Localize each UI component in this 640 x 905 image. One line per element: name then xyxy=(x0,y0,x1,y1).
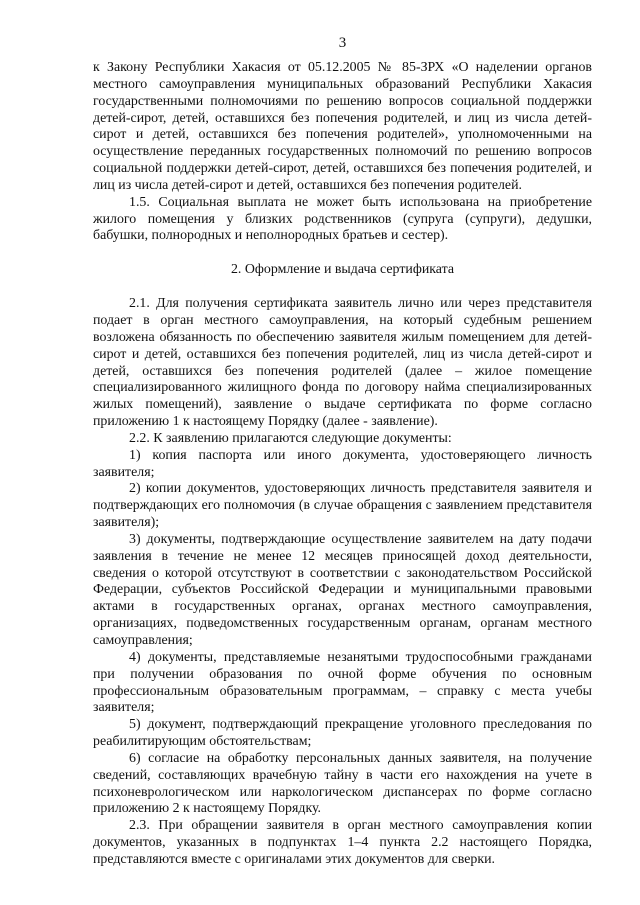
list-item-1: 1) копия паспорта или иного документа, удостоверяющего личность заявителя; xyxy=(93,447,592,480)
list-item-2: 2) копии документов, удостоверяющих личность представителя заявителя и подтверждающих его полномочия (в случае обращения с заявлением представителя заявителя); xyxy=(93,481,592,531)
list-item-5: 5) документ, подтверждающий прекращение уголовного преследования по реабилитирующим обстоятельствам; xyxy=(93,717,592,750)
paragraph-2-3: 2.3. При обращении заявителя в орган местного самоуправления копии документов, указанных в подпунктах 1–4 пункта 2.2 настоящего Порядка, представляются вместе с оригиналами этих документов для сверки. xyxy=(93,818,592,867)
list-item-3: 3) документы, подтверждающие осуществление заявителем на дату подачи заявления в течение не менее 12 месяцев приносящей доход деятельности, сведения о которой отсутствуют в соответствии с законодательством Российской Федерации, субъектов Российской Федерации и муниципальными правовыми актами в государственных органах, органах местного самоуправления, организациях, подведомственных государственным органам, органам местного самоуправления; xyxy=(93,531,592,648)
list-item-4: 4) документы, представляемые незанятыми трудоспособными гражданами при получении образования по очной форме обучения по основным профессиональным образовательным программам, – справку с места учебы заявителя; xyxy=(93,649,592,716)
paragraph-2-2: 2.2. К заявлению прилагаются следующие документы: xyxy=(129,430,452,446)
paragraph-2-1: 2.1. Для получения сертификата заявитель лично или через представителя подает в орган местного самоуправления, на который судебным решением возложена обязанность по обеспечению заявителя жилым помещением для детей-сирот и детей, оставшихся без попечения родителей, лиц из числа детей-сирот и детей, оставшихся без попечения родителей (далее – жилое помещение специализированного жилищного фонда по договору найма специализированных жилых помещений), заявление о выдаче сертификата по форме согласно приложению 1 к настоящему Порядку (далее - заявление). xyxy=(93,296,592,430)
list-item-6: 6) согласие на обработку персональных данных заявителя, на получение сведений, составляющих врачебную тайну в части его нахождения на учете в психоневрологическом или наркологическом диспансерах по форме согласно приложению 2 к настоящему Порядку. xyxy=(93,750,592,817)
paragraph-law-reference: к Закону Республики Хакасия от 05.12.2005 № 85-ЗРХ «О наделении органов местного самоуправления муниципальных образований Республики Хакасия государственными полномочиями по решению вопросов социальной поддержки детей-сирот, детей, оставшихся без попечения родителей, и лиц из числа детей-сирот и детей, оставшихся без попечения родителей», уполномоченными на осуществление переданных государственных полномочий по решению вопросов социальной поддержки детей-сирот, детей, оставшихся без попечения родителей, и лиц из числа детей-сирот и детей, оставшихся без попечения родителей. xyxy=(93,60,592,193)
section-title: 2. Оформление и выдача сертификата xyxy=(230,262,455,278)
paragraph-1-5: 1.5. Социальная выплата не может быть использована на приобретение жилого помещения у близких родственников (супруга (супруги), дедушки, бабушки, полнородных и неполнородных братьев и сестер). xyxy=(93,194,592,244)
page-number: 3 xyxy=(338,35,347,51)
